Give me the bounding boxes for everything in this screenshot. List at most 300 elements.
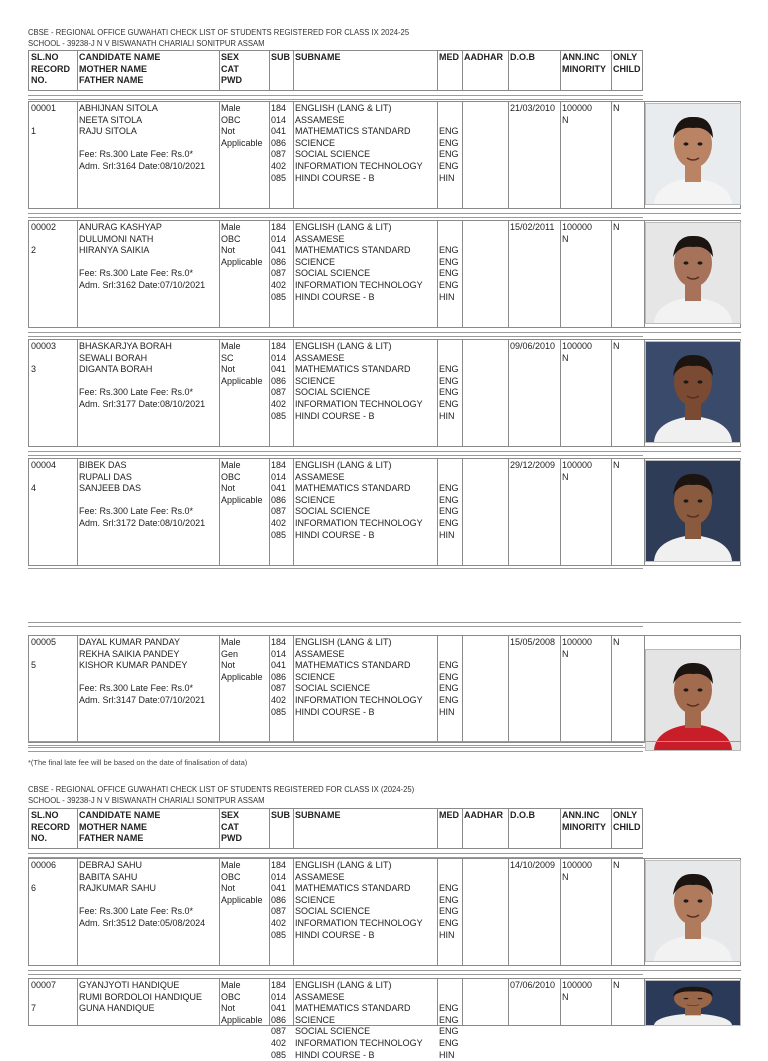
pwd-value: Not <box>221 126 236 137</box>
annual-income: 100000 <box>562 460 593 470</box>
subject-code: 184 <box>271 980 287 990</box>
subject-code: 402 <box>271 695 287 705</box>
father-name: RAJU SITOLA <box>79 126 137 137</box>
column-divider <box>560 102 561 208</box>
column-divider <box>462 636 463 742</box>
column-divider <box>462 809 463 848</box>
sex-value: Male <box>221 637 241 647</box>
subject-name: SOCIAL SCIENCE <box>295 387 371 398</box>
serial-number: 00005 <box>31 637 57 647</box>
subject-name: ENGLISH (LANG & LIT) <box>295 222 392 232</box>
student-row <box>28 635 741 743</box>
column-divider <box>611 979 612 1025</box>
column-divider <box>293 51 294 90</box>
subject-name: ENGLISH (LANG & LIT) <box>295 980 392 990</box>
dob-value: 15/02/2011 <box>510 222 555 232</box>
divider <box>28 853 643 854</box>
subject-medium: HIN <box>439 706 455 717</box>
subject-name: ENGLISH (LANG & LIT) <box>295 637 392 647</box>
student-row <box>28 339 741 447</box>
subject-name: MATHEMATICS STANDARD <box>295 883 411 894</box>
fee-info: Fee: Rs.300 Late Fee: Rs.0* <box>79 506 194 517</box>
dob-value: 14/10/2009 <box>510 860 556 870</box>
col-header-name: CANDIDATE NAME <box>79 52 161 62</box>
subject-medium: ENG <box>439 1014 459 1025</box>
column-divider <box>219 459 220 565</box>
subject-name: SCIENCE <box>295 894 336 905</box>
subject-code: 085 <box>271 929 287 940</box>
subject-medium: ENG <box>439 387 459 398</box>
category-value: OBC <box>221 871 241 882</box>
subject-medium: HIN <box>439 410 455 421</box>
subject-name: SOCIAL SCIENCE <box>295 506 371 517</box>
subject-medium: ENG <box>439 883 459 894</box>
column-divider <box>219 809 220 848</box>
col-header-sl: NO. <box>31 75 48 86</box>
column-divider <box>560 51 561 90</box>
subject-code: 086 <box>271 256 287 267</box>
candidate-name: DEBRAJ SAHU <box>79 860 143 870</box>
category-value: OBC <box>221 114 241 125</box>
student-photo <box>645 860 741 962</box>
pwd-value: Applicable <box>221 375 263 386</box>
subject-name: ASSAMESE <box>295 352 345 363</box>
column-divider <box>560 979 561 1025</box>
candidate-name: BHASKARJYA BORAH <box>79 341 172 351</box>
column-divider <box>462 459 463 565</box>
subject-code: 402 <box>271 918 287 928</box>
subject-name: INFORMATION TECHNOLOGY <box>295 918 423 928</box>
column-divider <box>77 636 78 742</box>
fee-info: Fee: Rs.300 Late Fee: Rs.0* <box>79 683 194 694</box>
dob-value: 21/03/2010 <box>510 103 556 113</box>
pwd-value: Applicable <box>221 894 263 905</box>
column-divider <box>611 859 612 965</box>
col-header-sub: SUB <box>271 52 291 62</box>
subject-medium: ENG <box>439 137 459 148</box>
fee-info: Fee: Rs.300 Late Fee: Rs.0* <box>79 906 194 917</box>
footnote: *(The final late fee will be based on the date of finalisation of data) <box>28 758 248 767</box>
serial-number: 00006 <box>31 860 57 870</box>
col-header-sl: RECORD <box>31 63 71 74</box>
admission-info: Adm. Srl:3162 Date:07/10/2021 <box>79 280 206 290</box>
subject-name: SOCIAL SCIENCE <box>295 1026 371 1037</box>
subject-name: ASSAMESE <box>295 114 345 125</box>
column-divider <box>508 859 509 965</box>
school-line-2: SCHOOL - 39238-J N V BISWANATH CHARIALI SONITPUR ASSAM <box>28 796 265 805</box>
mother-name: RUPALI DAS <box>79 471 132 482</box>
admission-info: Adm. Srl:3512 Date:05/08/2024 <box>79 918 206 928</box>
subject-code: 087 <box>271 268 287 279</box>
subject-code: 041 <box>271 883 287 894</box>
student-photo <box>645 460 741 562</box>
sex-value: Male <box>221 980 241 990</box>
col-header-sex: PWD <box>221 75 242 86</box>
category-value: SC <box>221 352 234 363</box>
column-divider <box>77 859 78 965</box>
subject-name: MATHEMATICS STANDARD <box>295 1003 411 1014</box>
col-header-name: MOTHER NAME <box>79 821 147 832</box>
column-divider <box>293 221 294 327</box>
candidate-name: ABHIJNAN SITOLA <box>79 103 158 113</box>
sex-value: Male <box>221 103 241 113</box>
category-value: OBC <box>221 233 241 244</box>
category-value: OBC <box>221 471 241 482</box>
father-name: RAJKUMAR SAHU <box>79 883 157 894</box>
subject-medium: ENG <box>439 126 459 137</box>
dob-value: 09/06/2010 <box>510 341 556 351</box>
record-number: 1 <box>31 126 37 137</box>
col-header-subname: SUBNAME <box>295 52 341 62</box>
col-header-dob: D.O.B <box>510 810 536 820</box>
fee-info: Fee: Rs.300 Late Fee: Rs.0* <box>79 387 194 398</box>
subject-code: 086 <box>271 894 287 905</box>
divider <box>28 455 643 456</box>
pwd-value: Applicable <box>221 494 263 505</box>
subject-name: HINDI COURSE - B <box>295 410 375 421</box>
record-number: 4 <box>31 483 37 494</box>
subject-code: 184 <box>271 860 287 870</box>
subject-code: 184 <box>271 103 287 113</box>
subject-medium: ENG <box>439 149 459 160</box>
subject-code: 402 <box>271 399 287 409</box>
column-divider <box>219 859 220 965</box>
column-divider <box>219 102 220 208</box>
divider <box>28 332 741 333</box>
subject-name: INFORMATION TECHNOLOGY <box>295 1038 423 1048</box>
column-divider <box>437 809 438 848</box>
pwd-value: Applicable <box>221 671 263 682</box>
subject-name: MATHEMATICS STANDARD <box>295 364 411 375</box>
column-divider <box>611 809 612 848</box>
subject-name: HINDI COURSE - B <box>295 291 375 302</box>
student-row <box>28 858 741 966</box>
subject-name: HINDI COURSE - B <box>295 706 375 717</box>
subject-medium: ENG <box>439 399 459 409</box>
column-divider <box>269 340 270 446</box>
column-divider <box>293 459 294 565</box>
column-divider <box>508 979 509 1025</box>
annual-income: 100000 <box>562 637 593 647</box>
subject-name: MATHEMATICS STANDARD <box>295 483 411 494</box>
col-header-ann: MINORITY <box>562 63 606 74</box>
column-divider <box>462 221 463 327</box>
column-divider <box>269 221 270 327</box>
col-header-sl: NO. <box>31 833 48 844</box>
column-header-row-2 <box>28 808 643 849</box>
annual-income: 100000 <box>562 860 593 870</box>
col-header-ann: ANN.INC <box>562 52 600 62</box>
column-divider <box>269 102 270 208</box>
subject-medium: ENG <box>439 671 459 682</box>
subject-medium: HIN <box>439 172 455 183</box>
subject-name: HINDI COURSE - B <box>295 529 375 540</box>
col-header-sub: SUB <box>271 810 291 820</box>
subject-medium: ENG <box>439 683 459 694</box>
column-divider <box>219 340 220 446</box>
only-child-value: N <box>613 860 620 870</box>
subject-name: SCIENCE <box>295 137 336 148</box>
column-divider <box>560 340 561 446</box>
sex-value: Male <box>221 222 241 232</box>
pwd-value: Not <box>221 245 236 256</box>
col-header-sex: SEX <box>221 810 240 820</box>
minority-value: N <box>562 114 569 125</box>
subject-name: SCIENCE <box>295 375 336 386</box>
subject-name: ASSAMESE <box>295 871 345 882</box>
column-divider <box>77 340 78 446</box>
annual-income: 100000 <box>562 341 593 351</box>
subject-code: 087 <box>271 1026 287 1037</box>
column-divider <box>77 809 78 848</box>
column-divider <box>269 859 270 965</box>
column-divider <box>462 51 463 90</box>
subject-medium: ENG <box>439 906 459 917</box>
category-value: OBC <box>221 991 241 1002</box>
subject-name: ENGLISH (LANG & LIT) <box>295 460 392 470</box>
col-header-sl: RECORD <box>31 821 71 832</box>
candidate-name: BIBEK DAS <box>79 460 127 470</box>
subject-name: INFORMATION TECHNOLOGY <box>295 161 423 171</box>
subject-name: HINDI COURSE - B <box>295 1049 375 1060</box>
col-header-sl: SL.NO <box>31 52 59 62</box>
column-divider <box>77 102 78 208</box>
subject-code: 085 <box>271 529 287 540</box>
column-divider <box>437 51 438 90</box>
subject-medium: ENG <box>439 894 459 905</box>
subject-medium: ENG <box>439 268 459 279</box>
divider <box>28 99 643 100</box>
column-divider <box>437 459 438 565</box>
student-photo <box>645 649 741 751</box>
subject-code: 184 <box>271 637 287 647</box>
mother-name: NEETA SITOLA <box>79 114 143 125</box>
student-photo <box>645 980 741 1026</box>
column-divider <box>611 459 612 565</box>
subject-name: HINDI COURSE - B <box>295 172 375 183</box>
column-divider <box>560 809 561 848</box>
subject-name: SOCIAL SCIENCE <box>295 906 371 917</box>
subject-medium: ENG <box>439 1003 459 1014</box>
subject-name: ASSAMESE <box>295 648 345 659</box>
record-number: 2 <box>31 245 37 256</box>
mother-name: RUMI BORDOLOI HANDIQUE <box>79 991 203 1002</box>
candidate-name: ANURAG KASHYAP <box>79 222 162 232</box>
subject-code: 041 <box>271 1003 287 1014</box>
column-divider <box>437 221 438 327</box>
candidate-name: DAYAL KUMAR PANDAY <box>79 637 181 647</box>
subject-code: 085 <box>271 172 287 183</box>
divider <box>28 751 643 752</box>
serial-number: 00001 <box>31 103 57 113</box>
subject-code: 184 <box>271 222 287 232</box>
column-divider <box>508 809 509 848</box>
subject-name: SCIENCE <box>295 494 336 505</box>
divider <box>28 451 741 452</box>
mother-name: SEWALI BORAH <box>79 352 148 363</box>
father-name: HIRANYA SAIKIA <box>79 245 150 256</box>
column-divider <box>560 221 561 327</box>
father-name: SANJEEB DAS <box>79 483 142 494</box>
dob-value: 07/06/2010 <box>510 980 556 990</box>
col-header-sl: SL.NO <box>31 810 59 820</box>
subject-name: ASSAMESE <box>295 471 345 482</box>
subject-code: 087 <box>271 506 287 517</box>
serial-number: 00007 <box>31 980 57 990</box>
subject-code: 085 <box>271 291 287 302</box>
column-divider <box>611 51 612 90</box>
col-header-aadhar: AADHAR <box>464 810 503 820</box>
page-title-2: CBSE - REGIONAL OFFICE GUWAHATI CHECK LIST OF STUDENTS REGISTERED FOR CLASS IX (2024-25) <box>28 785 415 794</box>
subject-code: 085 <box>271 706 287 717</box>
col-header-name: FATHER NAME <box>79 75 144 86</box>
col-header-med: MED <box>439 810 459 820</box>
subject-code: 087 <box>271 149 287 160</box>
only-child-value: N <box>613 980 620 990</box>
annual-income: 100000 <box>562 222 593 232</box>
column-divider <box>293 809 294 848</box>
column-divider <box>611 102 612 208</box>
subject-medium: ENG <box>439 1026 459 1037</box>
column-divider <box>293 340 294 446</box>
subject-name: MATHEMATICS STANDARD <box>295 660 411 671</box>
col-header-subname: SUBNAME <box>295 810 341 820</box>
sex-value: Male <box>221 460 241 470</box>
divider <box>28 974 643 975</box>
subject-name: SOCIAL SCIENCE <box>295 268 371 279</box>
subject-name: HINDI COURSE - B <box>295 929 375 940</box>
column-divider <box>77 221 78 327</box>
subject-code: 086 <box>271 671 287 682</box>
record-number: 6 <box>31 883 37 894</box>
subject-name: INFORMATION TECHNOLOGY <box>295 280 423 290</box>
only-child-value: N <box>613 222 620 232</box>
sex-value: Male <box>221 860 241 870</box>
subject-code: 402 <box>271 518 287 528</box>
subject-code: 184 <box>271 460 287 470</box>
subject-code: 086 <box>271 375 287 386</box>
column-divider <box>269 636 270 742</box>
column-divider <box>462 979 463 1025</box>
fee-info: Fee: Rs.300 Late Fee: Rs.0* <box>79 149 194 160</box>
mother-name: REKHA SAIKIA PANDEY <box>79 648 180 659</box>
column-divider <box>269 979 270 1025</box>
column-divider <box>611 340 612 446</box>
pwd-value: Applicable <box>221 137 263 148</box>
subject-medium: HIN <box>439 291 455 302</box>
subject-code: 402 <box>271 1038 287 1048</box>
page-title: CBSE - REGIONAL OFFICE GUWAHATI CHECK LIST OF STUDENTS REGISTERED FOR CLASS IX 2024-25 <box>28 28 410 37</box>
student-photo <box>645 103 741 205</box>
column-divider <box>219 221 220 327</box>
column-divider <box>462 102 463 208</box>
subject-medium: ENG <box>439 364 459 375</box>
divider <box>28 745 643 746</box>
column-divider <box>219 636 220 742</box>
admission-info: Adm. Srl:3177 Date:08/10/2021 <box>79 399 206 409</box>
dob-value: 29/12/2009 <box>510 460 556 470</box>
divider <box>28 568 643 569</box>
minority-value: N <box>562 648 569 659</box>
column-divider <box>269 459 270 565</box>
subject-code: 086 <box>271 1014 287 1025</box>
col-header-sex: CAT <box>221 821 239 832</box>
subject-name: ENGLISH (LANG & LIT) <box>295 103 392 113</box>
subject-medium: ENG <box>439 918 459 928</box>
only-child-value: N <box>613 460 620 470</box>
serial-number: 00003 <box>31 341 57 351</box>
divider <box>28 626 643 627</box>
column-divider <box>293 859 294 965</box>
admission-info: Adm. Srl:3164 Date:08/10/2021 <box>79 161 206 171</box>
father-name: KISHOR KUMAR PANDEY <box>79 660 188 671</box>
column-divider <box>508 221 509 327</box>
pwd-value: Applicable <box>221 256 263 267</box>
category-value: Gen <box>221 648 239 659</box>
column-divider <box>508 102 509 208</box>
serial-number: 00002 <box>31 222 57 232</box>
student-row <box>28 220 741 328</box>
column-divider <box>269 809 270 848</box>
candidate-name: GYANJYOTI HANDIQUE <box>79 980 180 990</box>
col-header-med: MED <box>439 52 459 62</box>
annual-income: 100000 <box>562 103 593 113</box>
pwd-value: Not <box>221 1003 236 1014</box>
column-divider <box>611 636 612 742</box>
subject-code: 014 <box>271 352 287 363</box>
subject-code: 041 <box>271 126 287 137</box>
column-divider <box>219 979 220 1025</box>
annual-income: 100000 <box>562 980 593 990</box>
column-divider <box>508 459 509 565</box>
subject-code: 014 <box>271 114 287 125</box>
subject-code: 014 <box>271 471 287 482</box>
subject-name: ASSAMESE <box>295 991 345 1002</box>
subject-name: MATHEMATICS STANDARD <box>295 126 411 137</box>
column-divider <box>508 340 509 446</box>
student-row <box>28 978 741 1060</box>
student-row <box>28 101 741 209</box>
subject-code: 402 <box>271 161 287 171</box>
col-header-aadhar: AADHAR <box>464 52 503 62</box>
column-divider <box>77 51 78 90</box>
subject-code: 041 <box>271 364 287 375</box>
subject-code: 041 <box>271 483 287 494</box>
father-name: GUNA HANDIQUE <box>79 1003 155 1014</box>
col-header-only: ONLY <box>613 52 638 62</box>
pwd-value: Not <box>221 364 236 375</box>
subject-code: 085 <box>271 1049 287 1060</box>
column-divider <box>293 636 294 742</box>
only-child-value: N <box>613 341 620 351</box>
admission-info: Adm. Srl:3147 Date:07/10/2021 <box>79 695 206 705</box>
col-header-sex: CAT <box>221 63 239 74</box>
subject-name: INFORMATION TECHNOLOGY <box>295 695 423 705</box>
column-divider <box>437 636 438 742</box>
column-divider <box>269 51 270 90</box>
col-header-name: CANDIDATE NAME <box>79 810 161 820</box>
subject-medium: ENG <box>439 483 459 494</box>
divider <box>28 747 741 748</box>
mother-name: DULUMONI NATH <box>79 233 154 244</box>
subject-medium: ENG <box>439 506 459 517</box>
mother-name: BABITA SAHU <box>79 871 138 882</box>
col-header-dob: D.O.B <box>510 52 536 62</box>
col-header-only: CHILD <box>613 63 641 74</box>
minority-value: N <box>562 233 569 244</box>
subject-name: INFORMATION TECHNOLOGY <box>295 399 423 409</box>
pwd-value: Not <box>221 483 236 494</box>
